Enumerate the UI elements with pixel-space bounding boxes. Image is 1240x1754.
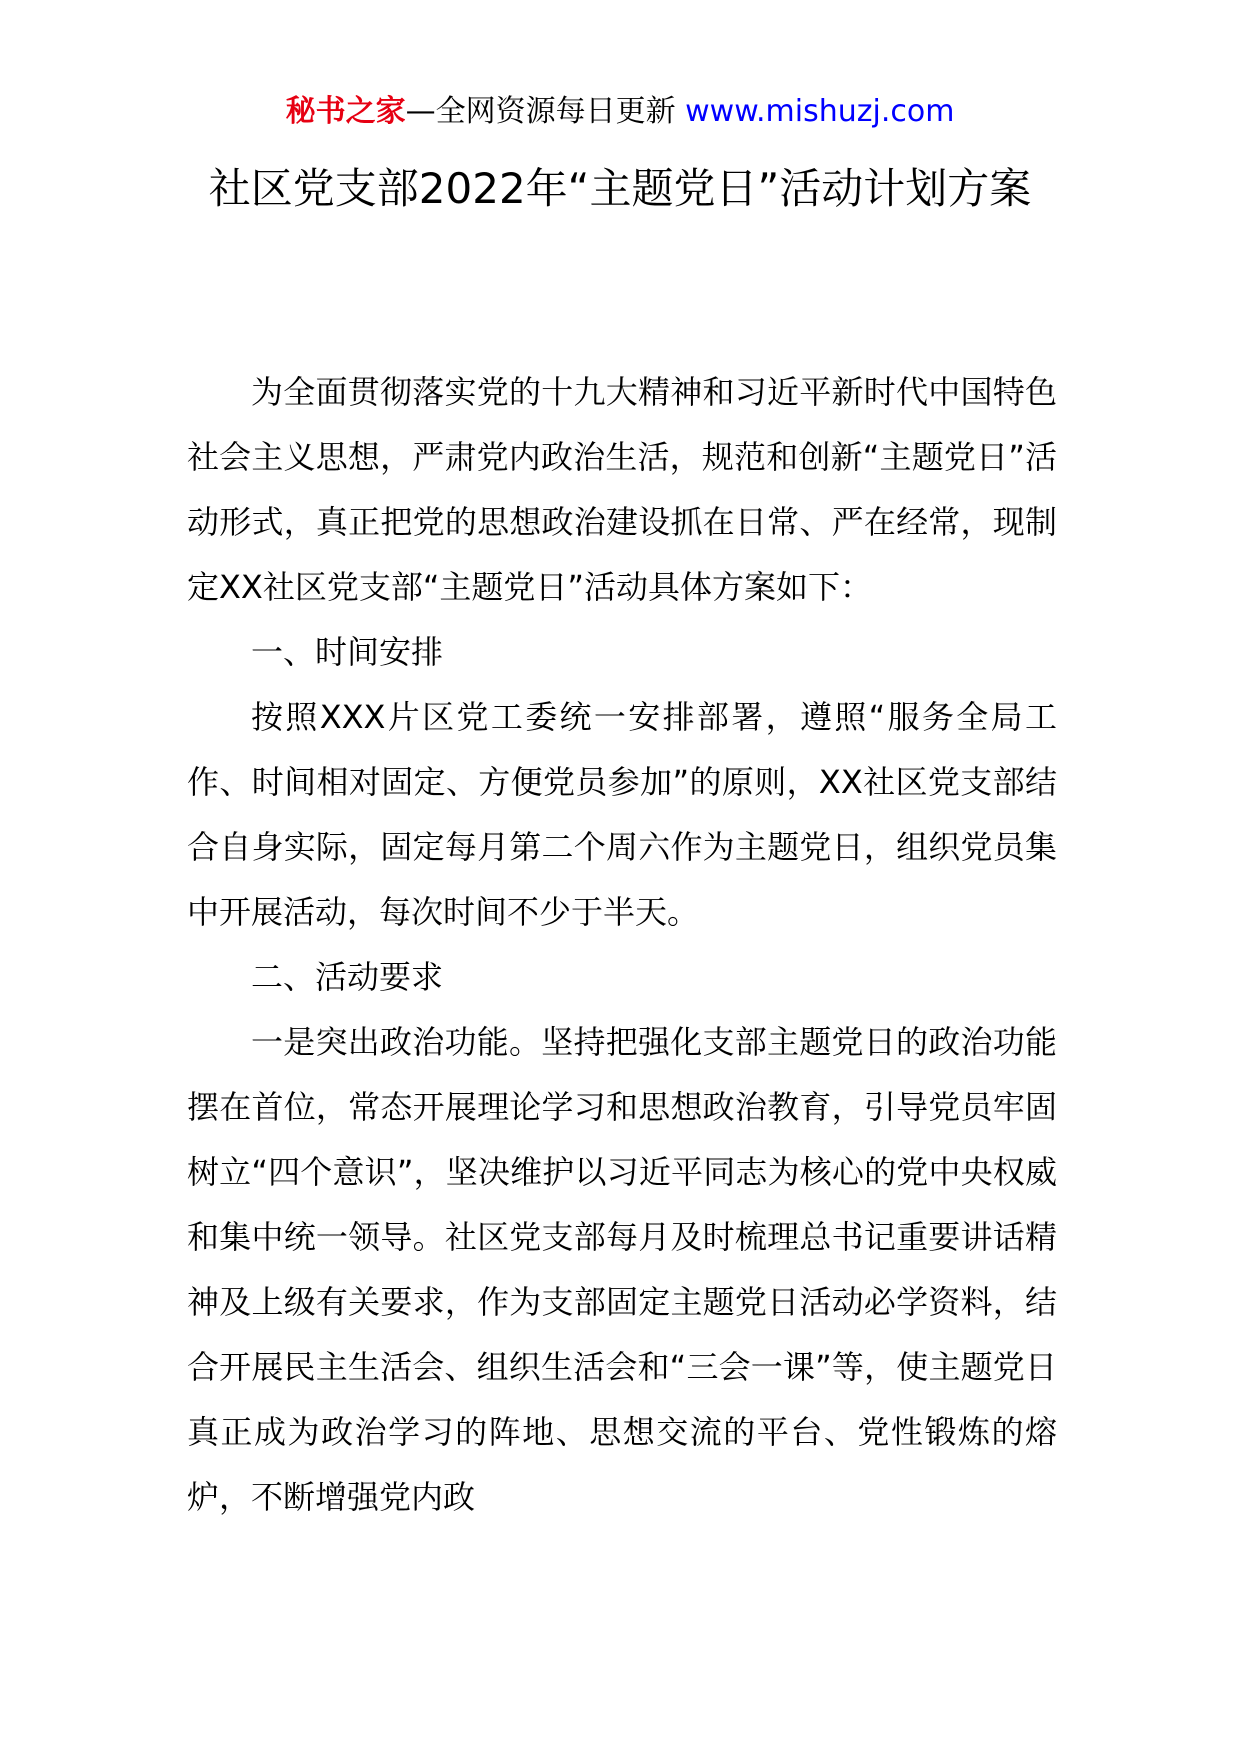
section-heading-time: 一、时间安排 [251, 633, 444, 671]
document-title: 社区党支部2022年“主题党日”活动计划方案 [208, 164, 1032, 213]
requirements-paragraph: 一是突出政治功能。坚持把强化支部主题党日的政治功能摆在首位，常态开展理论学习和思想政治教育，引导党员牢固树立“四个意识”，坚决维护以习近平同志为核心的党中央权威和集中统一领导。社区党支部每月及时梳理总书记重要讲话精神及上级有关要求，作为支部固定主题党日活动必学资料，结合开展民主生活会、组织生活会和“三会一课”等，使主题党日真正成为政治学习的阵地、思想交流的平台、党性锻炼的熔炉，不断增强党内政 [187, 1023, 1057, 1516]
site-url-link[interactable]: www.mishuzj.com [685, 94, 955, 129]
brand-name: 秘书之家 [285, 94, 406, 129]
time-paragraph: 按照XXX片区党工委统一安排部署，遵照“服务全局工作、时间相对固定、方便党员参加”的原则，XX社区党支部结合自身实际，固定每月第二个周六作为主题党日，组织党员集中开展活动，每次时间不少于半天。 [187, 698, 1057, 931]
intro-paragraph: 为全面贯彻落实党的十九大精神和习近平新时代中国特色社会主义思想，严肃党内政治生活，规范和创新“主题党日”活动形式，真正把党的思想政治建设抓在日常、严在经常，现制定XX社区党支部“主题党日”活动具体方案如下： [187, 373, 1057, 606]
header-tagline: —全网资源每日更新 [405, 94, 686, 129]
document-body [187, 360, 1057, 1530]
section-heading-requirements: 二、活动要求 [251, 958, 444, 996]
site-header [0, 92, 1240, 132]
